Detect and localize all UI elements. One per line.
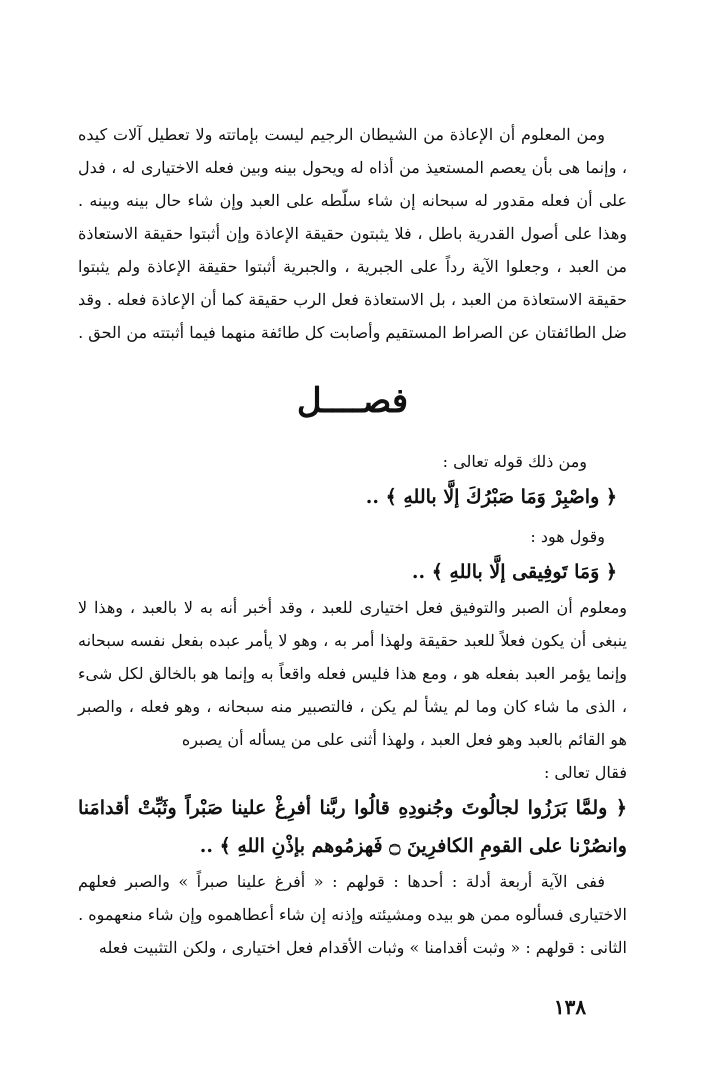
page-body	[78, 118, 627, 964]
section-title: فصــــل	[296, 381, 409, 421]
verse-intro-1: ومن ذلك قوله تعالى :	[442, 452, 587, 471]
page-number: ١٣٨	[553, 995, 587, 1019]
quran-verse-2: ﴿ وَمَا تَوفِيقى إلَّا باللهِ ﴾ ..	[411, 561, 617, 583]
quran-verse-3: ﴿ ولمَّا بَرَزُوا لجالُوتَ وجُنودِهِ قالُوا ربَّنا أفرِغْ علينا صَبْراً وثَبِّتْ أقدامَنا وانصُرْنا على القومِ الكافرِينَ ۝ فَهزمُوهم بإذْنِ اللهِ ﴾ ..	[78, 797, 627, 857]
paragraph-1: ومن المعلوم أن الإعاذة من الشيطان الرجيم ليست بإماتته ولا تعطيل آلات كيده ، وإنما هى بأن يعصم المستعيذ من أذاه له ويحول بينه وبين فعله الاختيارى له ، فدل على أن فعله مقدور له سبحانه إن شاء سلّطه على العبد وإن شاء حال بينه وبينه . وهذا على أصول القدرية باطل ، فلا يثبتون حقيقة الإعاذة وإن أثبتوا حقيقة الاستعاذة من العبد ، وجعلوا الآية رداً على الجبرية ، والجبرية أثبتوا حقيقة الإعاذة ولم يثبتوا حقيقة الاستعاذة من العبد ، بل الاستعاذة فعل الرب حقيقة كما أن الإعاذة فعله . وقد ضل الطائفتان عن الصراط المستقيم وأصابت كل طائفة منهما فيما أثبتته من الحق .	[78, 125, 627, 342]
section-heading	[78, 371, 627, 431]
paragraph-3: ففى الآية أربعة أدلة : أحدها : قولهم : « أفرغ علينا صبراً » والصبر فعلهم الاختيارى فسألوه ممن هو بيده ومشيئته وإذنه إن شاء أعطاهموه وإن شاء منعهموه .	[78, 872, 627, 924]
verse-intro-3: فقال تعالى :	[543, 763, 627, 782]
quran-verse-1: ﴿ واصْبِرْ وَمَا صَبْرُكَ إلَّا باللهِ ﴾ ..	[365, 486, 617, 508]
paragraph-4: الثانى : قولهم : « وثبت أقدامنا » وثبات الأقدام فعل اختيارى ، ولكن التثبيت فعله	[98, 938, 627, 957]
verse-intro-2: وقول هود :	[530, 527, 605, 546]
paragraph-2: ومعلوم أن الصبر والتوفيق فعل اختيارى للعبد ، وقد أخبر أنه به لا بالعبد ، وهذا لا ينبغى أن يكون فعلاً للعبد حقيقة ولهذا أمر به ، وهو لا يأمر عبده بفعل نفسه سبحانه وإنما يؤمر العبد بفعله هو ، ومع هذا فليس فعله واقعاً به وإنما هو بالخالق لكل شىء ، الذى ما شاء كان وما لم يشأ لم يكن ، فالتصبير منه سبحانه ، وهو فعله ، والصبر هو القائم بالعبد وهو فعل العبد ، ولهذا أثنى على من يسأله أن يصبره	[78, 598, 627, 749]
